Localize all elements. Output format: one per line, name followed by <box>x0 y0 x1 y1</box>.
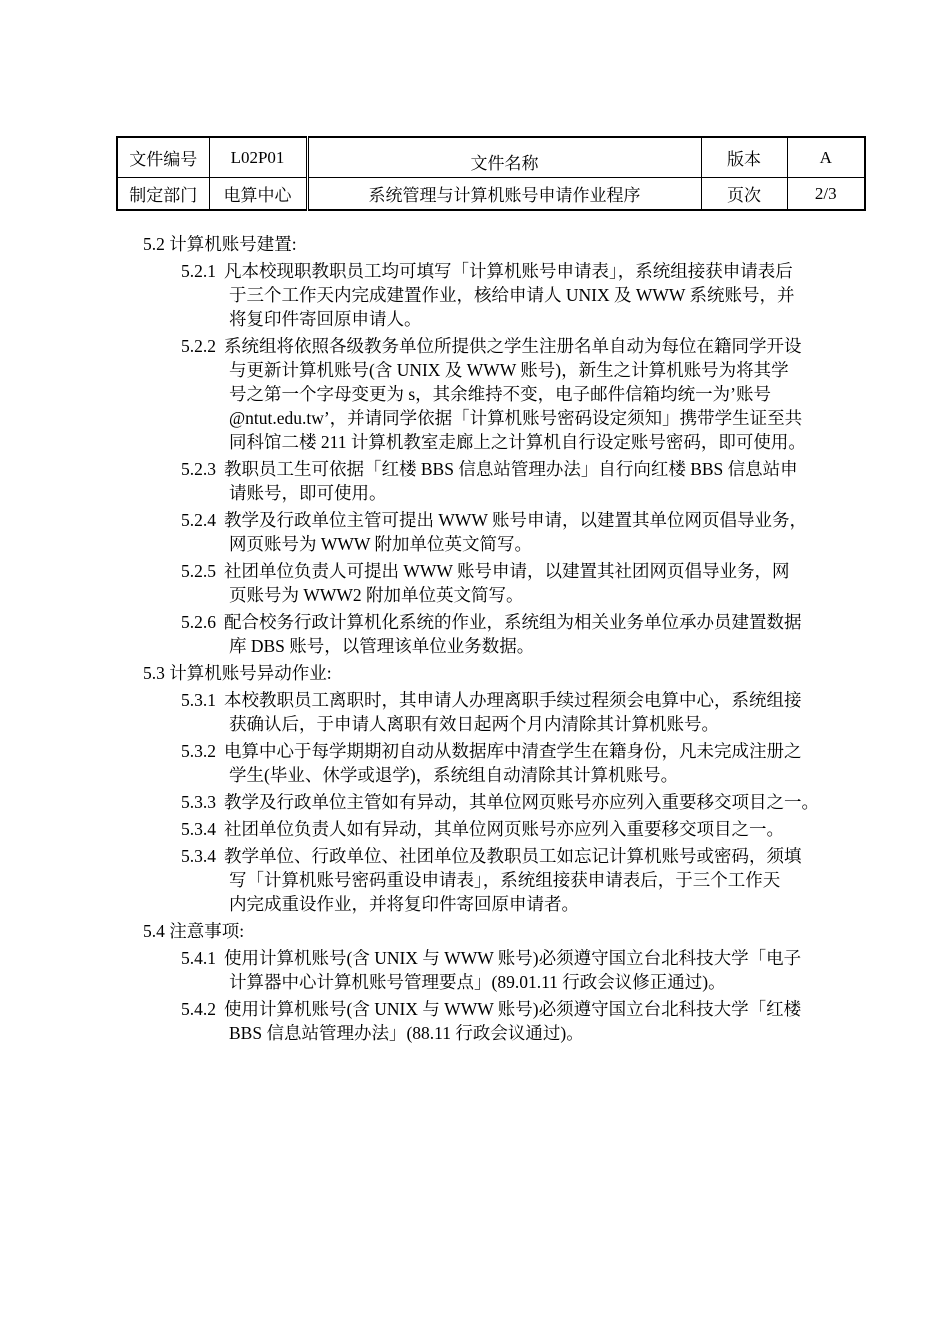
list-item <box>181 739 871 787</box>
item-text-line: BBS 信息站管理办法」(88.11 行政会议通过)。 <box>229 1023 584 1043</box>
section-heading: 5.4 注意事项: <box>143 921 245 941</box>
page-value: 2/3 <box>787 178 865 211</box>
item-text-line: 社团单位负责人如有异动，其单位网页账号亦应列入重要移交项目之一。 <box>224 819 784 839</box>
version-label: 版本 <box>701 137 787 178</box>
doc-number-label: 文件编号 <box>117 137 209 178</box>
list-item <box>181 559 871 607</box>
list-item <box>181 610 871 658</box>
list-item <box>181 844 871 916</box>
item-text-line: 教学及行政单位主管可提出 WWW 账号申请，以建置其单位网页倡导业务， <box>224 510 807 530</box>
item-text-line: 电算中心于每学期期初自动从数据库中清查学生在籍身份，凡未完成注册之 <box>224 741 802 761</box>
department-value: 电算中心 <box>209 178 307 211</box>
item-number: 5.3.1 <box>181 690 216 710</box>
version-value: A <box>787 137 865 178</box>
item-number: 5.3.2 <box>181 741 216 761</box>
item-text-line: 于三个工作天内完成建置作业，核给申请人 UNIX 及 WWW 系统账号，并 <box>229 285 795 305</box>
item-text-line: 使用计算机账号(含 UNIX 与 WWW 账号)必须遵守国立台北科技大学「电子 <box>224 948 802 968</box>
list-item <box>181 817 871 841</box>
list-item <box>181 688 871 736</box>
item-text-line: 页账号为 WWW2 附加单位英文简写。 <box>229 585 524 605</box>
item-number: 5.2.2 <box>181 336 216 356</box>
list-item <box>181 790 871 814</box>
doc-name-label: 文件名称 <box>307 137 701 178</box>
item-text-line: 将复印件寄回原申请人。 <box>229 309 422 329</box>
item-number: 5.2.4 <box>181 510 216 530</box>
doc-number-value: L02P01 <box>209 137 307 178</box>
item-text-line: 与更新计算机账号(含 UNIX 及 WWW 账号)，新生之计算机账号为将其学 <box>229 360 789 380</box>
list-item <box>181 508 871 556</box>
item-text-line: 请账号，即可使用。 <box>229 483 387 503</box>
doc-name-value: 系统管理与计算机账号申请作业程序 <box>307 178 701 211</box>
item-text-line: 教职员工生可依据「红楼 BBS 信息站管理办法」自行向红楼 BBS 信息站申 <box>224 459 798 479</box>
list-item <box>181 259 871 331</box>
item-text-line: 写「计算机账号密码重设申请表」，系统组接获申请表后，于三个工作天 <box>229 870 781 890</box>
item-number: 5.4.1 <box>181 948 216 968</box>
section-heading: 5.3 计算机账号异动作业: <box>143 663 332 683</box>
item-number: 5.2.5 <box>181 561 216 581</box>
item-number: 5.2.1 <box>181 261 216 281</box>
item-text-line: 教学及行政单位主管如有异动，其单位网页账号亦应列入重要移交项目之一。 <box>224 792 819 812</box>
item-number: 5.3.4 <box>181 819 216 839</box>
item-text-line: 配合校务行政计算机化系统的作业，系统组为相关业务单位承办员建置数据 <box>224 612 802 632</box>
item-text-line: 使用计算机账号(含 UNIX 与 WWW 账号)必须遵守国立台北科技大学「红楼 <box>224 999 802 1019</box>
item-number: 5.2.3 <box>181 459 216 479</box>
list-item <box>181 334 871 454</box>
item-text-line: 社团单位负责人可提出 WWW 账号申请，以建置其社团网页倡导业务，网 <box>224 561 790 581</box>
item-text-line: 教学单位、行政单位、社团单位及教职员工如忘记计算机账号或密码，须填 <box>224 846 802 866</box>
item-text-line: 凡本校现职教职员工均可填写「计算机账号申请表」，系统组接获申请表后 <box>224 261 793 281</box>
item-text-line: 内完成重设作业，并将复印件寄回原申请者。 <box>229 894 579 914</box>
list-item <box>181 997 871 1045</box>
list-item <box>181 457 871 505</box>
header-row-1 <box>117 137 865 178</box>
list-item <box>181 946 871 994</box>
item-number: 5.3.4 <box>181 846 216 866</box>
document-header-table <box>116 136 866 211</box>
section-heading: 5.2 计算机账号建置: <box>143 234 297 254</box>
item-text-line: 库 DBS 账号，以管理该单位业务数据。 <box>229 636 535 656</box>
item-text-line: 学生(毕业、休学或退学)，系统组自动清除其计算机账号。 <box>229 765 679 785</box>
item-text-line: 本校教职员工离职时，其申请人办理离职手续过程须会电算中心，系统组接 <box>224 690 802 710</box>
item-text-line: 号之第一个字母变更为 s，其余维持不变，电子邮件信箱均统一为’账号 <box>229 384 772 404</box>
page-label: 页次 <box>701 178 787 211</box>
item-number: 5.4.2 <box>181 999 216 1019</box>
item-text-line: @ntut.edu.tw’，并请同学依据「计算机账号密码设定须知」携带学生证至共 <box>229 408 803 428</box>
item-text-line: 获确认后，于申请人离职有效日起两个月内清除其计算机账号。 <box>229 714 719 734</box>
item-text-line: 系统组将依照各级教务单位所提供之学生注册名单自动为每位在籍同学开设 <box>224 336 802 356</box>
item-text-line: 网页账号为 WWW 附加单位英文简写。 <box>229 534 532 554</box>
item-text-line: 计算器中心计算机账号管理要点」(89.01.11 行政会议修正通过)。 <box>229 972 726 992</box>
item-number: 5.2.6 <box>181 612 216 632</box>
item-text-line: 同科馆二楼 211 计算机教室走廊上之计算机自行设定账号密码，即可使用。 <box>229 432 806 452</box>
item-number: 5.3.3 <box>181 792 216 812</box>
header-row-2 <box>117 178 865 211</box>
department-label: 制定部门 <box>117 178 209 211</box>
